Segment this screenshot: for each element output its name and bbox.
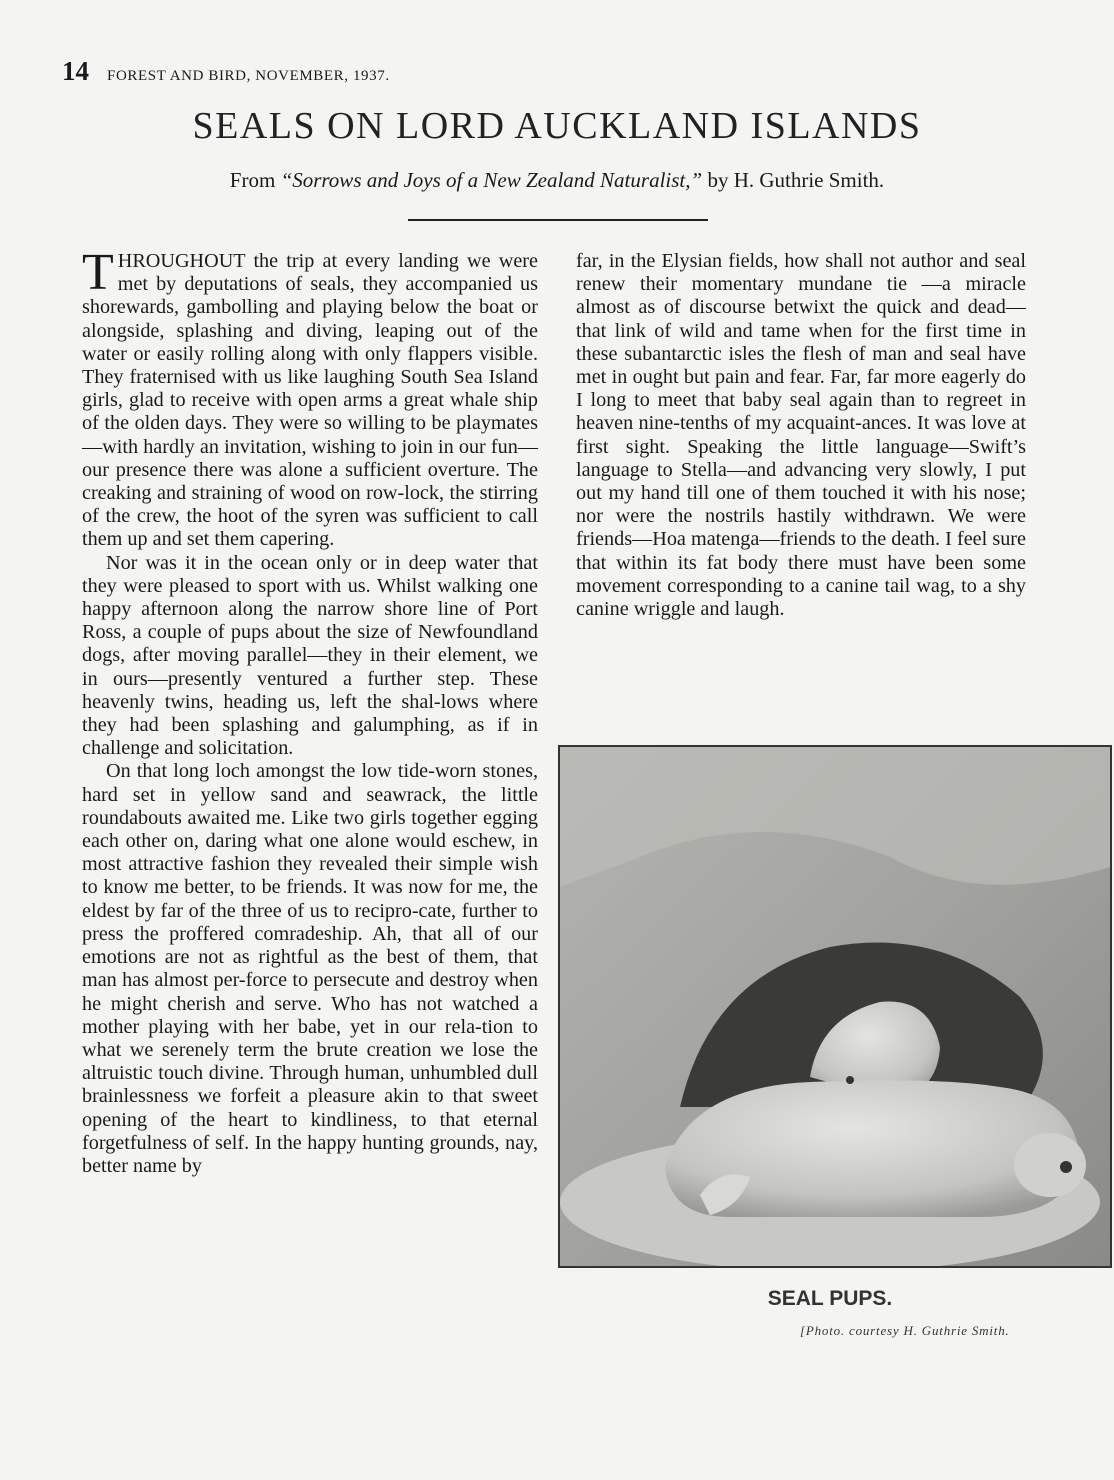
seal-pup-nose	[1060, 1161, 1072, 1173]
paragraph-1-text: HROUGHOUT the trip at every landing we were met by deputations of seals, they accompanied us shorewards, gambolling and playing below the boat or alongside, splashing and diving, leaping out of the water or easily rolling along with only flappers visible. They fraternised with us like laughing South Sea Island girls, glad to receive with open arms a great whale ship of the olden days. They were so willing to be playmates—with hardly an invitation, wishing to join in our fun—our presence there was alone a sufficient overture. The creaking and straining of wood on row-lock, the stirring of the crew, the hoot of the syren was sufficient to call them up and set them capering.	[82, 250, 538, 551]
seal-pup-head	[1014, 1133, 1086, 1197]
article-title: SEALS ON LORD AUCKLAND ISLANDS	[192, 105, 922, 147]
text-column-right	[576, 250, 1026, 621]
article-subtitle	[0, 168, 1114, 193]
paragraph-4: far, in the Elysian fields, how shall not author and seal renew their momentary mundane tie —a miracle almost as of discourse betwixt the quick and dead—that link of wild and tame when for the first time in these subantarctic isles the flesh of man and seal have met in ought but pain and fear. Far, far more eagerly do I long to meet that baby seal again than to regreet in heaven nine-tenths of my acquaint-ances. It was love at first sight. Speaking the little language—Swift’s language to Stella—and advancing very slowly, I put out my hand till one of them touched it with his nose; nor were the nostrils hastily withdrawn. We were friends—Hoa matenga—friends to the death. I feel sure that within its fat body there must have been some movement corresponding to a canine tail wag, to a shy canine wriggle and laugh.	[576, 250, 1026, 621]
page-header	[62, 56, 390, 87]
photo-credit: [Photo. courtesy H. Guthrie Smith.	[800, 1323, 1010, 1338]
seal-pups-image	[560, 747, 1110, 1266]
paragraph-3: On that long loch amongst the low tide-worn stones, hard set in yellow sand and seawrack, the little roundabouts awaited me. Like two girls together egging each other on, daring what one alone would eschew, in most attractive fashion they revealed their simple wish to know me better, to be friends. It was now for me, the eldest by far of the three of us to recipro-cate, further to press the proffered comradeship. Ah, that all of our emotions are not as rightful as the best of them, that man has almost per-force to persecute and destroy when he might cherish and serve. Who has not watched a mother playing with her babe, yet in our rela-tion to what we serenely term the brute creation we lose the altruistic touch divine. Through human, unhumbled dull brainlessness we forfeit a pleasure akin to that sweet opening of the heart to kindliness, to that eternal forgetfulness of self. In the happy hunting grounds, nay, better name by	[82, 760, 538, 1177]
paragraph-2: Nor was it in the ocean only or in deep water that they were pleased to sport with us. Whilst walking one happy afternoon along the narrow shore line of Port Ross, a couple of pups about the size of Newfoundland dogs, after moving parallel—they in their element, we in ours—presently ventured a further step. These heavenly twins, heading us, left the shal-lows where they had been splashing and galumphing, as if in challenge and solicitation.	[82, 551, 538, 760]
subtitle-prefix: From	[229, 168, 281, 192]
paragraph-1	[82, 244, 538, 552]
subtitle-author: by H. Guthrie Smith.	[702, 168, 885, 192]
drop-cap: T	[82, 244, 114, 301]
title-divider	[408, 219, 708, 221]
text-column-left	[82, 244, 538, 1178]
seal-pup-eye	[846, 1076, 854, 1084]
running-head: FOREST AND BIRD, NOVEMBER, 1937.	[107, 68, 390, 84]
seal-pups-photo	[558, 745, 1112, 1268]
page-number: 14	[62, 56, 89, 86]
photo-caption: SEAL PUPS.	[767, 1287, 893, 1310]
book-title: “Sorrows and Joys of a New Zealand Naturalist,”	[280, 168, 703, 192]
